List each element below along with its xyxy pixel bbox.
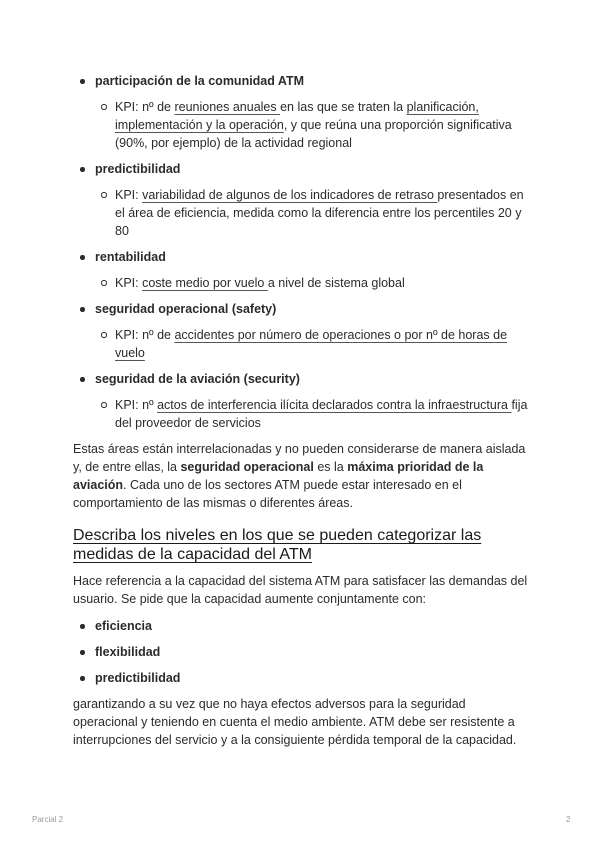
- kpi-link: variabilidad de algunos de los indicadores de retraso: [142, 188, 438, 202]
- kpi-item: [95, 98, 533, 152]
- footer-doc-title: Parcial 2: [32, 815, 64, 824]
- kpi-text: KPI: nº: [115, 398, 158, 412]
- list-item: [73, 72, 533, 152]
- footer-page-number: 2: [566, 815, 571, 824]
- area-title: rentabilidad: [95, 250, 166, 264]
- area-title: seguridad operacional (safety): [95, 302, 277, 316]
- list-item: [73, 643, 533, 661]
- bold-text: máxima prioridad de la aviación: [73, 460, 484, 492]
- kpi-link: reuniones anuales: [174, 100, 281, 114]
- area-title: seguridad de la aviación (security): [95, 372, 300, 386]
- area-title: participación de la comunidad ATM: [95, 74, 305, 88]
- kpi-item: [95, 396, 533, 432]
- kpi-text: fija del proveedor de servicios: [115, 398, 528, 430]
- paragraph-summary: [73, 440, 533, 512]
- kpi-text: , y que reúna una proporción significativa (90%, por ejemplo) de la actividad regional: [115, 118, 512, 150]
- page-content: [73, 72, 533, 758]
- kpi-text: en las que se traten la: [280, 100, 407, 114]
- list-item: [73, 669, 533, 687]
- kpi-link: coste medio por vuelo: [142, 276, 268, 290]
- list-item-label: flexibilidad: [95, 645, 161, 659]
- kpi-link: planificación, implementación y la operación: [115, 100, 479, 132]
- kpi-link: accidentes por número de operaciones o por nº de horas de vuelo: [115, 328, 508, 360]
- list-item: [73, 248, 533, 292]
- kpi-item: [95, 274, 533, 292]
- list-item: [73, 370, 533, 432]
- list-item: [73, 617, 533, 635]
- area-title: predictibilidad: [95, 162, 181, 176]
- kpi-text: KPI: nº de: [115, 100, 175, 114]
- kpi-area-list: [73, 72, 533, 432]
- kpi-text: KPI:: [115, 188, 143, 202]
- text: es la: [313, 460, 348, 474]
- kpi-text: KPI: nº de: [115, 328, 175, 342]
- paragraph-capacity: Hace referencia a la capacidad del sistema ATM para satisfacer las demandas del usuario. Se pide que la capacidad aumente conjuntamente con:: [73, 574, 528, 606]
- list-item-label: eficiencia: [95, 619, 152, 633]
- list-item: [73, 160, 533, 240]
- kpi-text: KPI:: [115, 276, 143, 290]
- capacity-list: [73, 617, 533, 687]
- kpi-item: [95, 326, 533, 362]
- kpi-item: [95, 186, 533, 240]
- kpi-text: a nivel de sistema global: [267, 276, 405, 290]
- list-item: [73, 300, 533, 362]
- bold-text: seguridad operacional: [180, 460, 314, 474]
- text: . Cada uno de los sectores ATM puede estar interesado en el comportamiento de las mismas o diferentes áreas.: [73, 478, 462, 510]
- paragraph-conclusion: garantizando a su vez que no haya efectos adversos para la seguridad operacional y teniendo en cuenta el medio ambiente. ATM debe ser resistente a interrupciones del servicio y a la consiguiente pérdida temporal de la capacidad.: [73, 697, 517, 747]
- list-item-label: predictibilidad: [95, 671, 181, 685]
- kpi-text: presentados en el área de eficiencia, medida como la diferencia entre los percentiles 20 y 80: [115, 188, 524, 238]
- kpi-link: actos de interferencia ilícita declarados contra la infraestructura: [157, 398, 512, 412]
- text: Estas áreas están interrelacionadas y no pueden considerarse de manera aislada y, de entre ellas, la: [73, 442, 526, 474]
- section-heading: Describa los niveles en los que se pueden categorizar las medidas de la capacidad del ATM: [73, 527, 482, 563]
